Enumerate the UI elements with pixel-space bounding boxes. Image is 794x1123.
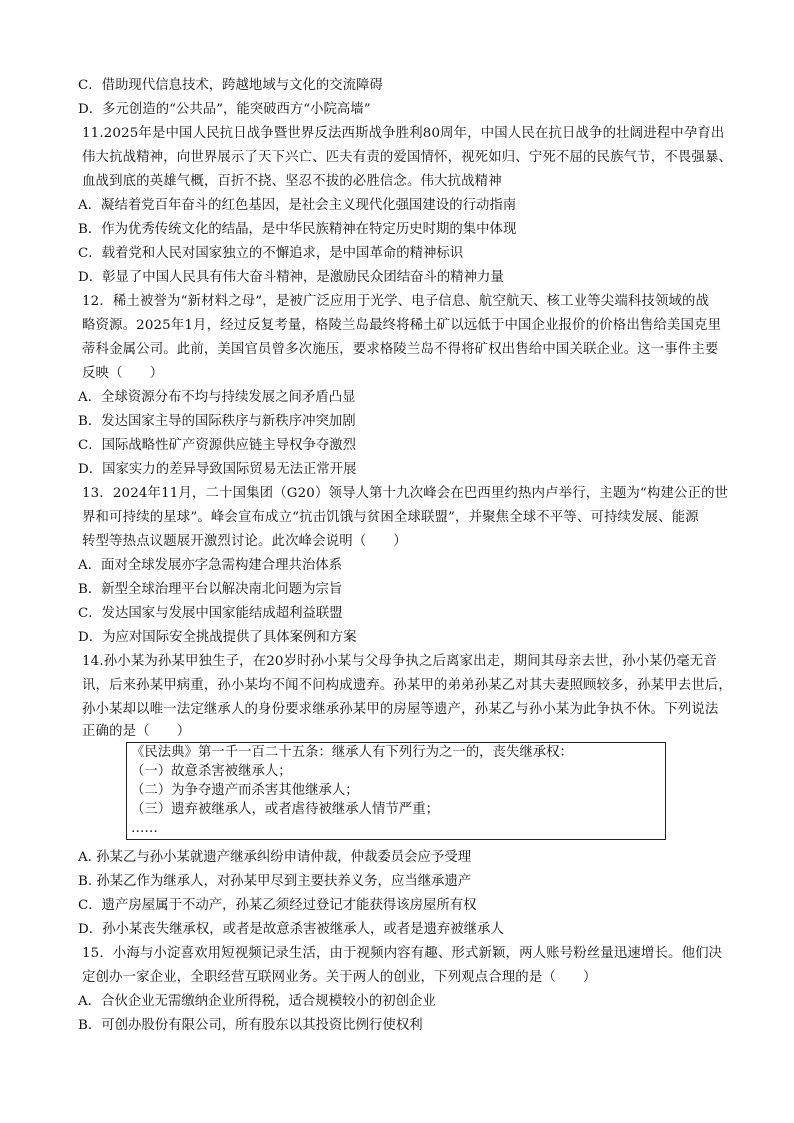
q14-stem-line-3: 孙小某却以唯一法定继承人的身份要求继承孙某甲的房屋等遗产，孙某乙与孙小某为此争执不休。下列说法 [82,702,719,717]
q11-stem-line-2: 伟大抗战精神，向世界展示了天下兴亡、匹夫有责的爱国情怀，视死如归、宁死不屈的民族气节，不畏强暴、 [82,150,732,165]
q14-stem-line-1: 14.孙小某为孙某甲独生子，在20岁时孙小某与父母争执之后离家出走，期间其母亲去世，孙小某仍毫无音 [82,654,717,669]
q14-stem-line-4: 正确的是（ ） [82,724,191,739]
q12-option-d: D．国家实力的差异导致国际贸易无法正常开展 [78,462,357,477]
q10-option-c: C．借助现代信息技术，跨越地域与文化的交流障碍 [78,78,383,93]
q12-stem-line-4: 反映（ ） [82,366,164,381]
q11-option-c: C．载着党和人民对国家独立的不懈追求，是中国革命的精神标识 [78,246,464,261]
q11-stem-line-3: 血战到底的英雄气概，百折不挠、坚忍不拔的必胜信念。伟大抗战精神 [82,174,502,189]
civil-code-article-line: 《民法典》第一千一百二十五条：继承人有下列行为之一的，丧失继承权： [131,745,573,760]
q13-option-a: A．面对全球发展亦字急需构建合理共治体系 [78,558,343,573]
q13-stem-line-2: 界和可持续的星球”。峰会宣布成立“抗击饥饿与贫困全球联盟”，并聚焦全球不平等、可持续发展、能源 [82,510,699,525]
q14-option-b: B. 孙某乙作为继承人，对孙某甲尽到主要扶养义务，应当继承遗产 [78,874,472,889]
civil-code-ellipsis: …… [131,821,158,836]
q15-option-a: A．合伙企业无需缴纳企业所得税，适合规模较小的初创企业 [78,994,436,1009]
q12-option-c: C．国际战略性矿产资源供应链主导权争夺激烈 [78,438,357,453]
q11-option-d: D．彰显了中国人民具有伟大奋斗精神，是激励民众团结奋斗的精神力量 [78,270,504,285]
q11-stem-line-1: 11.2025年是中国人民抗日战争暨世界反法西斯战争胜利80周年，中国人民在抗日战争的壮阔进程中孕育出 [82,126,725,141]
q12-stem-line-1: 12．稀土被誉为“新材料之母”，是被广泛应用于光学、电子信息、航空航天、核工业等尖端科技领域的战 [82,294,710,309]
q14-option-d: D．孙小某丧失继承权，或者是故意杀害被继承人，或者是遗弃被继承人 [78,922,504,937]
q13-option-b: B．新型全球治理平台以解决南北问题为宗旨 [78,582,343,597]
q14-option-a: A. 孙某乙与孙小某就遗产继承纠纷申请仲裁，仲裁委员会应予受理 [78,850,472,865]
civil-code-excerpt-box [126,742,666,840]
civil-code-clause-3: （三）遗弃被继承人，或者虐待被继承人情节严重； [131,802,439,817]
q13-stem-line-3: 转型等热点议题展开激烈讨论。此次峰会说明（ ） [82,534,407,549]
q14-stem-line-2: 讯，后来孙某甲病重，孙小某均不闻不问构成遗弃。孙某甲的弟弟孙某乙对其夫妻照顾较多，孙某甲去世后， [82,678,732,693]
q10-option-d: D．多元创造的“公共品”，能突破西方“小院高墙” [78,102,371,117]
q13-option-c: C．发达国家与发展中国家能结成超利益联盟 [78,606,343,621]
q12-stem-line-2: 略资源。2025年1月，经过反复考量，格陵兰岛最终将稀土矿以远低于中国企业报价的价格出售给美国克里 [82,318,722,333]
q15-stem-line-2: 定创办一家企业，全职经营互联网业务。关于两人的创业，下列观点合理的是（ ） [82,970,597,985]
q15-stem-line-1: 15．小海与小淀喜欢用短视频记录生活，由于视频内容有趣、形式新颖，两人账号粉丝量迅速增长。他们决 [82,946,723,961]
q12-option-b: B．发达国家主导的国际秩序与新秩序冲突加剧 [78,414,356,429]
q11-option-b: B．作为优秀传统文化的结晶，是中华民族精神在特定历史时期的集中体现 [78,222,517,237]
q13-stem-line-1: 13．2024年11月，二十国集团（G20）领导人第十九次峰会在巴西里约热内卢举行，主题为“构建公正的世 [82,486,729,501]
q14-option-c: C．遗产房屋属于不动产，孙某乙须经过登记才能获得该房屋所有权 [78,898,477,913]
q12-option-a: A．全球资源分布不均与持续发展之间矛盾凸显 [78,390,356,405]
q12-stem-line-3: 蒂科金属公司。此前，美国官员曾多次施压，要求格陵兰岛不得将矿权出售给中国关联企业。这一事件主要 [82,342,719,357]
civil-code-clause-1: （一）故意杀害被继承人； [131,764,292,779]
q15-option-b: B．可创办股份有限公司，所有股东以其投资比例行使权利 [78,1018,423,1033]
q11-option-a: A．凝结着党百年奋斗的红色基因，是社会主义现代化强国建设的行动指南 [78,198,517,213]
civil-code-clause-2: （二）为争夺遗产而杀害其他继承人； [131,783,359,798]
q13-option-d: D．为应对国际安全挑战提供了具体案例和方案 [78,630,357,645]
